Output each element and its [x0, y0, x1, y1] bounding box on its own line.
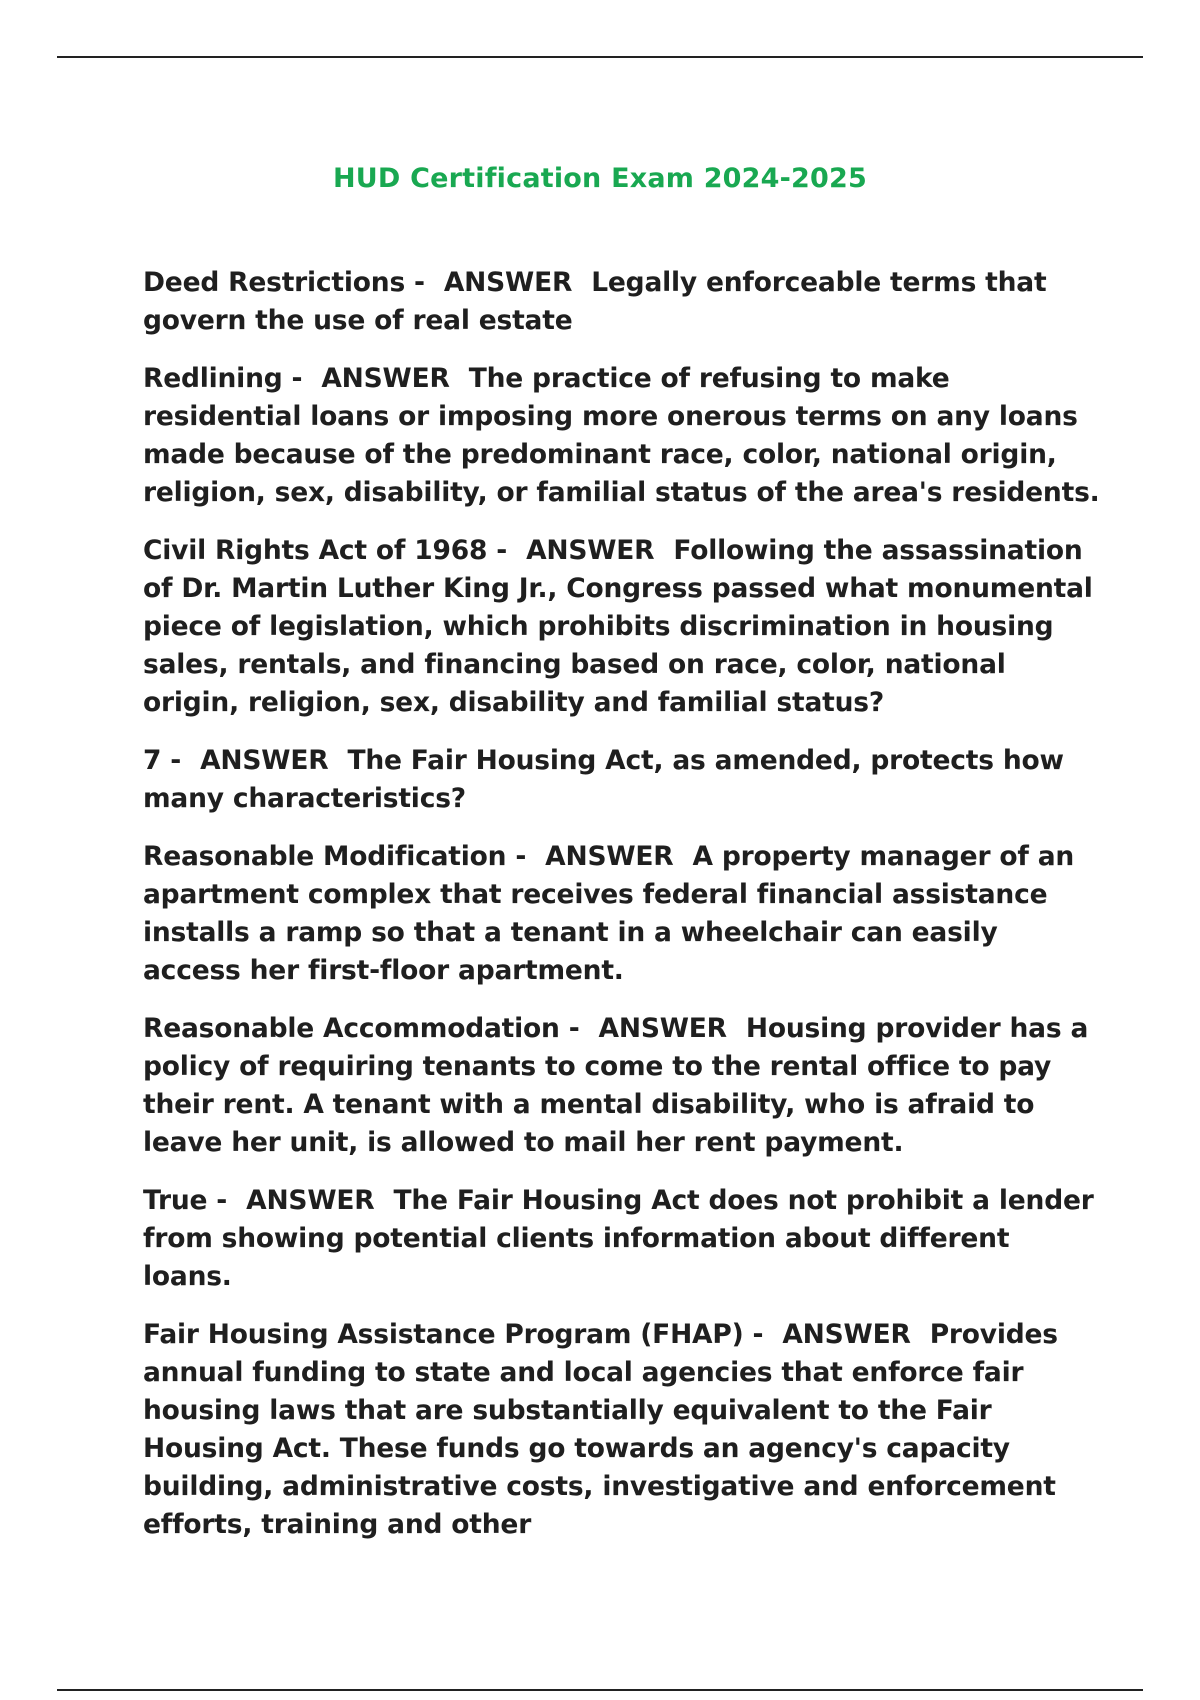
answer-label: ANSWER [443, 267, 573, 298]
qa-text: Provides annual funding to state and local agencies that enforce fair housing laws that are substantially equivalent to the Fair Housing Act. These funds go towards an agency's capacity building, administrative costs, investigative and enforcement efforts, training and other [143, 1319, 1058, 1540]
qa-list [143, 264, 1103, 1564]
answer-label: ANSWER [545, 841, 674, 872]
qa-text: The practice of refusing to make residential loans or imposing more onerous terms on any loans made because of the predominant race, color, national origin, religion, sex, disability, or familial status of the area's residents. [143, 363, 1100, 508]
qa-text: The Fair Housing Act does not prohibit a lender from showing potential clients information about different loans. [143, 1185, 1094, 1292]
qa-text: A property manager of an apartment complex that receives federal financial assistance installs a ramp so that a tenant in a wheelchair can easily access her first-floor apartment. [143, 841, 1075, 986]
qa-term: Fair Housing Assistance Program (FHAP) - [143, 1319, 764, 1350]
answer-label: ANSWER [200, 745, 329, 776]
bottom-divider [57, 1689, 1143, 1691]
qa-text: Following the assassination of Dr. Martin Luther King Jr., Congress passed what monumental piece of legislation, which prohibits discrimination in housing sales, rentals, and financing based on race, color, national origin, religion, sex, disability and familial status? [143, 535, 1093, 718]
qa-item [143, 360, 1103, 512]
qa-item [143, 264, 1103, 340]
qa-text: Legally enforceable terms that govern the use of real estate [143, 267, 1047, 336]
answer-label: ANSWER [526, 535, 655, 566]
qa-term: Reasonable Accommodation - [143, 1013, 580, 1044]
qa-term: Reasonable Modification - [143, 841, 527, 872]
qa-text: The Fair Housing Act, as amended, protects how many characteristics? [143, 745, 1064, 814]
answer-label: ANSWER [782, 1319, 911, 1350]
qa-item [143, 742, 1103, 818]
answer-label: ANSWER [598, 1013, 727, 1044]
document-title: HUD Certification Exam 2024-2025 [332, 163, 867, 195]
top-divider [57, 56, 1143, 58]
qa-item [143, 1316, 1103, 1544]
qa-text: Housing provider has a policy of requiring tenants to come to the rental office to pay their rent. A tenant with a mental disability, who is afraid to leave her unit, is allowed to mail her rent payment. [143, 1013, 1089, 1158]
qa-item [143, 1010, 1103, 1162]
qa-term: Redlining - [143, 363, 303, 394]
answer-label: ANSWER [246, 1185, 375, 1216]
answer-label: ANSWER [321, 363, 450, 394]
qa-term: 7 - [143, 745, 182, 776]
qa-term: Deed Restrictions - [143, 267, 425, 298]
qa-term: True - [143, 1185, 228, 1216]
qa-term: Civil Rights Act of 1968 - [143, 535, 508, 566]
qa-item [143, 838, 1103, 990]
qa-item [143, 532, 1103, 722]
qa-item [143, 1182, 1103, 1296]
